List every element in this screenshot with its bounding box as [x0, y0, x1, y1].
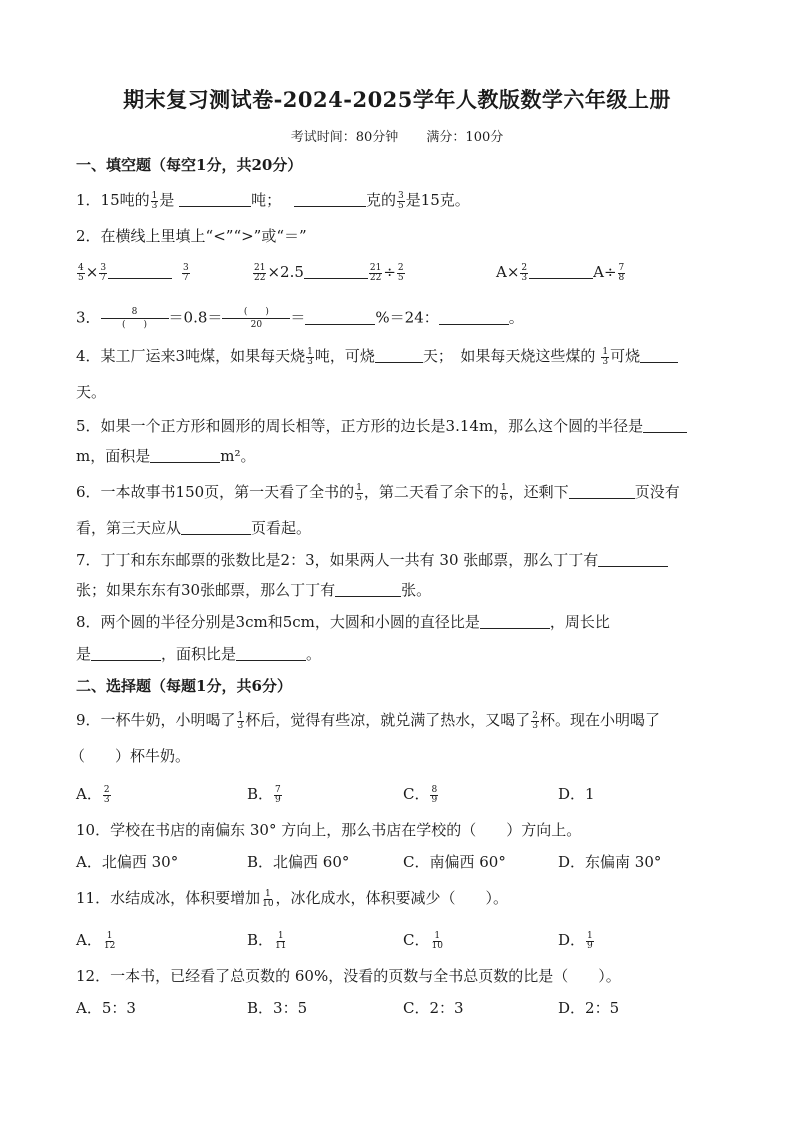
question-9-cont: （ ）杯牛奶。 — [70, 747, 191, 765]
exam-time: 考试时间：80分钟 — [290, 130, 399, 145]
option-a[interactable]: A． $\frac{1}{12}$ — [76, 930, 116, 951]
fraction: $\frac{1}{12}$ — [103, 930, 116, 951]
answer-blank[interactable] — [179, 192, 251, 207]
answer-blank[interactable] — [640, 348, 678, 363]
option-b[interactable]: B．北偏西 60° — [247, 853, 350, 871]
question-2: 2．在横线上里填上“<”“>”或“＝” — [76, 227, 307, 245]
question-5: 5．如果一个正方形和圆形的周长相等，正方形的边长是3.14m，那么这个圆的半径是 — [76, 416, 687, 436]
answer-blank[interactable] — [375, 348, 423, 363]
answer-blank[interactable] — [569, 484, 635, 499]
answer-blank[interactable] — [335, 582, 401, 597]
option-d[interactable]: D．1 — [558, 785, 595, 803]
fraction: $\frac{21}{22}$ — [369, 262, 382, 283]
fraction: $\frac{7}{9}$ — [275, 784, 281, 805]
question-9: 9．一杯牛奶，小明喝了 $\frac{1}{3}$ 杯后，觉得有些凉，就兑满了热水，又喝了 $\frac{2}{3}$ 杯。现在小明喝了 — [76, 710, 661, 731]
question-5-cont: m，面积是 m²。 — [76, 447, 256, 465]
answer-blank[interactable] — [598, 552, 668, 567]
option-a[interactable]: A．北偏西 30° — [76, 853, 179, 871]
answer-blank[interactable] — [181, 520, 251, 535]
option-a[interactable]: A．5：3 — [76, 999, 136, 1017]
option-d[interactable]: D．2：5 — [558, 999, 620, 1017]
answer-blank[interactable] — [305, 310, 375, 325]
answer-blank[interactable] — [294, 192, 366, 207]
answer-blank[interactable] — [91, 646, 161, 661]
fraction: $\frac{2}{3}$ — [532, 710, 539, 731]
question-12: 12．一本书，已经看了总页数的 60%，没看的页数与全书总页数的比是（ ）。 — [76, 967, 621, 985]
fraction: $\frac{1}{10}$ — [431, 930, 443, 951]
option-b[interactable]: B． $\frac{1}{11}$ — [247, 930, 287, 951]
answer-blank[interactable] — [150, 448, 220, 463]
fraction: $\frac{3}{7}$ — [183, 262, 189, 283]
page-title: 期末复习测试卷-2024-2025学年人教版数学六年级上册 — [123, 87, 671, 112]
question-6-cont: 看，第三天应从 页看起。 — [76, 519, 312, 537]
fraction: $\frac{7}{8}$ — [618, 262, 625, 283]
option-d[interactable]: D．东偏南 30° — [558, 853, 662, 871]
question-8-cont: 是 ，面积比是 。 — [76, 645, 322, 663]
answer-blank[interactable] — [108, 264, 172, 279]
fraction: $\frac{21}{22}$ — [254, 262, 266, 283]
fraction: $\frac{1}{3}$ — [151, 190, 158, 211]
question-7-cont: 张；如果东东有30张邮票，那么丁丁有 张。 — [76, 581, 432, 599]
question-2-expr-1: $\frac{4}{5}$ × $\frac{3}{7}$ $\frac{3}{7}$ — [78, 262, 189, 283]
question-2-expr-3: A× $\frac{2}{3}$ A÷ $\frac{7}{8}$ — [496, 262, 625, 283]
section-heading-choice: 二、选择题（每题1分，共6分） — [76, 677, 292, 695]
option-c[interactable]: C． $\frac{8}{9}$ — [403, 784, 438, 805]
answer-blank[interactable] — [480, 614, 550, 629]
answer-blank[interactable] — [304, 264, 368, 279]
fraction: $\frac{2}{3}$ — [103, 784, 110, 805]
fraction-blank[interactable]: $\frac{8}{( )}$ — [101, 306, 169, 331]
fraction: $\frac{2}{3}$ — [521, 262, 528, 283]
fraction: $\frac{1}{6}$ — [500, 482, 507, 503]
option-c[interactable]: C． $\frac{1}{10}$ — [403, 930, 443, 951]
fraction: $\frac{1}{10}$ — [262, 888, 274, 909]
answer-blank[interactable] — [643, 418, 687, 433]
option-c[interactable]: C．2：3 — [403, 999, 464, 1017]
fraction: $\frac{3}{7}$ — [100, 262, 107, 283]
answer-blank[interactable] — [236, 646, 306, 661]
fraction: $\frac{8}{9}$ — [431, 784, 438, 805]
question-3: 3． $\frac{8}{( )}$ ＝0.8＝ $\frac{( )}{20}$ ＝ %＝24： 。 — [76, 307, 524, 330]
option-d[interactable]: D． $\frac{1}{9}$ — [558, 930, 593, 951]
option-b[interactable]: B．3：5 — [247, 999, 308, 1017]
question-7: 7．丁丁和东东邮票的张数比是2：3，如果两人一共有 30 张邮票，那么丁丁有 — [76, 550, 668, 570]
fraction: $\frac{2}{5}$ — [397, 262, 404, 283]
answer-blank[interactable] — [529, 264, 593, 279]
option-a[interactable]: A． $\frac{2}{3}$ — [76, 784, 110, 805]
fraction: $\frac{1}{9}$ — [587, 930, 593, 951]
fraction: $\frac{1}{3}$ — [237, 710, 244, 731]
question-8: 8．两个圆的半径分别是3cm和5cm，大圆和小圆的直径比是 ，周长比 — [76, 613, 610, 631]
exam-info — [0, 126, 794, 145]
answer-blank[interactable] — [439, 310, 509, 325]
section-heading-fill-in: 一、填空题（每空1分，共20分） — [76, 156, 303, 174]
fraction: $\frac{1}{3}$ — [307, 346, 313, 367]
fraction-blank[interactable]: $\frac{( )}{20}$ — [222, 306, 290, 331]
option-b[interactable]: B． $\frac{7}{9}$ — [247, 784, 281, 805]
option-c[interactable]: C．南偏西 60° — [403, 853, 506, 871]
fraction: $\frac{1}{11}$ — [275, 930, 287, 951]
question-4-cont: 天。 — [76, 383, 107, 401]
fraction: $\frac{4}{5}$ — [78, 262, 84, 283]
question-6: 6．一本故事书150页，第一天看了全书的 $\frac{1}{5}$ ，第二天看了余下的 $\frac{1}{6}$ ，还剩下 页没有 — [76, 482, 680, 503]
fraction: $\frac{1}{5}$ — [356, 482, 362, 503]
question-4: 4．某工厂运来3吨煤，如果每天烧 $\frac{1}{3}$ 吨，可烧 天； 如果每天烧这些煤的 $\frac{1}{3}$ 可烧 — [76, 346, 678, 367]
question-2-expr-2: $\frac{21}{22}$ ×2.5 $\frac{21}{22}$ ÷ $\frac{2}{5}$ — [254, 262, 404, 283]
question-11: 11．水结成冰，体积要增加 $\frac{1}{10}$ ，冰化成水，体积要减少（ ）。 — [76, 888, 509, 909]
question-10: 10．学校在书店的南偏东 30° 方向上，那么书店在学校的（ ）方向上。 — [76, 821, 582, 839]
fraction: $\frac{3}{5}$ — [397, 190, 404, 211]
question-1: 1．15吨的 $\frac{1}{3}$ 是 吨； 克的 $\frac{3}{5}$ 是15克。 — [76, 190, 470, 211]
exam-score: 满分：100分 — [426, 130, 504, 145]
fraction: $\frac{1}{3}$ — [602, 346, 609, 367]
